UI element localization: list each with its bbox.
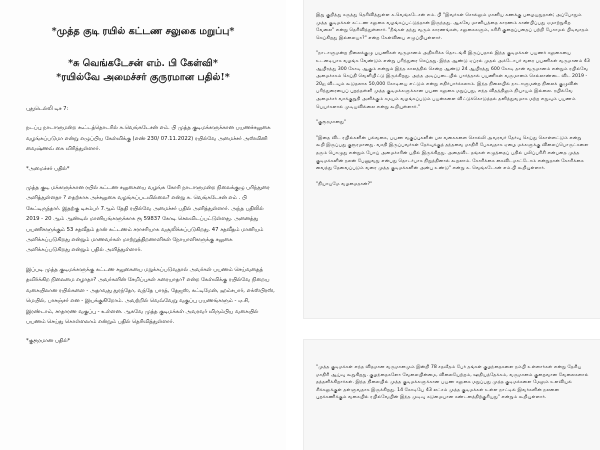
paragraph: முத்த குடி மக்களுக்கான ரயில் கட்டண சலுகையை வழங்க கோரி நாடாளுமன்ற நிலைக்குழு பரிந்துரை அளித்துள்ளதா ? எதற்காக அச்சலுகை வழங்கப்படவில்லை? என்று சு. வெங்கடேசன் எம் . பி கேட்டிருந்தார். இதற்கு டிசம்பர் 7ஆம் தேதி ரயில்வே அமைச்சர் பதில் அளித்துள்ளார். அந்த பதிலில் 2019 - 20 ஆம் ஆண்டில் மானியங்களுக்காக ரூ 59837 கோடி செலவிடப்பட்டுள்ளது. அனைத்து பயணிகளுக்கும் 53 சதவீதம் தான் கட்டணம் சராசரியாக வசூலிக்கப்படுகிறது. 47 சதவீதம் மானியம் அளிக்கப்படுகிறது என்றும் மாணவர்கள் மாற்றுத்திறனாளிகள் நோயாளிகளுக்கு சலுகை அளிக்கப்படுகிறது என்றும் பதில் அளித்துள்ளார்.	[26, 185, 270, 254]
section-heading: *அமைச்சர் பதில்*	[26, 165, 70, 172]
headline-2: *சு வெங்கடேசன் எம். பி கேள்வி*	[68, 58, 218, 69]
right-bottom-body	[316, 364, 590, 402]
right-document-page-bottom	[304, 340, 600, 450]
headline-3: *ரயில்வே அமைச்சர் குருரமான பதில்!*	[56, 72, 230, 83]
paragraph: இது குறித்து கருத்து தெரிவித்துள்ள சு.வெங்கடேசன் எம். பி "இவர்கள் சொல்லும் மானிய கணக்கு பழையதுதான்; அப்போதும் முத்த குடிமக்கள் கட்டண சலுகை வழங்கப்பட்டுத்தான் இருந்தது. ஆகவே மானியத்தை காரணம் காண்பிப்பது ஏமாற்றுகிற வேலை" என்று தெரிவித்துள்ளார். "நீங்கள் தந்து வரும் காரணங்கள், சலுகைகளும், கரிசி குறைப்பதைப் பற்றி பேசாமல் பிடிவாதம் செய்கிறது இல்லையா?" என்ற கேள்வியை எழுப்பியுள்ளார்.	[316, 13, 589, 41]
section-heading: "குரூரமானது"	[316, 120, 347, 126]
left-page-body	[26, 104, 276, 356]
paragraph: "முத்த குடிமக்கள் எந்த விதமான வருமானமும் இன்றி 78 சதவீதம் பேர் தங்கள் குழந்தைகளை நம்பி உள்ளார்கள் என்று தேசிய மாதிரி ஆய்வு கூறுகிறது. குழந்தைகளோ வேலையின்மை, விலையேற்றம், ஊதியத்தேக்கம், வருமானம் குறைவான வேலைகளால் தத்தளிக்கிறார்கள். இந்த நிலையில் முத்த குடிமக்களுக்கான பயண சலுகை மறுப்பது முத்த குடிமக்களை மேலும் உளவியல் சிக்கலுக்குள் தள்ளுவதாக இருக்கிறது. 14 கோடியே 43 லட்சம் முத்த குடிமக்கள் உள்ள நாட்டில் இவர்களின் நலனை புறக்கணிக்கும் வகையில் ரயில்வேயின் இந்த முடிவு கடுமையான கண்டனத்திற்குரியது" என்றும் கூறியுள்ளார்.	[316, 365, 589, 401]
section-heading: *குரூரமான பதில்*	[26, 338, 71, 345]
headline-1: *முத்த குடி ரயில் கட்டண சலுகை மறுப்பு*	[51, 26, 235, 37]
section-heading: "நியாயமே வழமைதான்?"	[316, 181, 373, 187]
left-document-page	[0, 0, 286, 450]
paragraph: "இதை விட ரயில்களின் பல்வகை, பயண வகுப்புகளின் பல வகைகளை சொல்லி அவரவர் தேர்வு செய்து கொள்ளட்டும் என்று கூறி இருப்பது குரூரமானது. வசதி இருப்பவர்கள் தேர்வுக்குத் தந்தவை மாதிரி பேசுவதாக ஏழை மக்களுக்கு விலைப்பொருட்களை தரும் பொழுது என்றும் போய் அமைச்சரின் பதில் இருக்கிறது. அதைவிட தங்கள் எழுத்தைப் பதில் பலிப்பரிசி என்பதை முத்த குடிமக்களின் நலன் பேணுவது என்பது தொடர்பாக நிறுத்தினால் கூறலாம். கோரிக்கை கைவிடமாட்டோம் என்றுதான் கோரிக்கை வைத்து தேவைப்படும் வரை முத்த குடிமக்களின் அன்பு உண்டு" என்று சு. வெங்கடேசன் எம்.பி கூறியுள்ளார்.	[316, 135, 589, 172]
paragraph: இப்படி முத்த குடிமக்களுக்கு கட்டண சலுகையை மறுக்கப்படுவதால் அவர்கள் பயணம் செய்வதைத் தவிர்க்கிற நிலைமை எழாதா? அவர்களின் சேமிப்புகள் கரையாதா? என்ற கேள்விக்கு ரயில்வே நிறைய வகையிலான ரயில்களை - அதாவது துரந்தோ, வந்தே பாரத், தேஜஸ், கட்டிமேன், ஹம்சபார், எக்ஸ்பிரஸ், மெயில், பாசஞ்சர் என - இயக்குகிறோம். அவற்றில் வெவ்வேறு வகுப்பு பயணங்களும் - ஏ.சி, இரண்டாம், சாதாரண வகுப்பு - உள்ளன. ஆகவே முத்த குடிமக்கள் அவரவர் விரும்பிய வகையில் பயணம் செய்து கொள்ளலாம் என்றும் பதில் தெரிவித்துள்ளார்.	[26, 266, 275, 325]
right-page-body	[316, 12, 590, 196]
paragraph: "நாடாளுமன்ற நிலைக்குழு பயணிகள் வருமானம் அதிகரிக்க தொடங்கி இருப்பதால் இந்த குடிமக்கள் பயணச் சலுகையை உடனடியாக வழங்க வேண்டும் என்று பரிந்துரை செய்தது. இந்த ஆண்டு ஏப்ரல் முதல் அக்டோபர் வரை பயணிகள் வருமானம் 43 ஆயிரத்து 300 கோடி ஆகும் என்றும் இந்த காலத்தில் சென்ற ஆண்டு 24 ஆயிரத்து 600 கோடி தான் வருமானம் என்றும் ரயில்வே அமைச்சகம் செய்தி வெளியிட்டு இருக்கிறது. அந்த அடிப்படையில் பார்த்தால் பயணிகள் வருமானம் செல்லாண்டை விட 2019 - 20ஐ விடவும் கூடுதலாக 50,000 கோடியை எட்டும் என்று எதிர்பார்க்கலாம். இந்த நிலையில் நாடாளுமன்ற நிலைக் குழுவின் பரிந்துரையைப் புறந்தள்ளி முத்த குடிமக்களுக்கான பயண சலுகை மறுப்பது, எந்த விதத்திலும் நியாயம் இல்லை. ரயில்வே அமைச்சர் வாக்குறுதி அளிக்கும் சமயம் வழங்கப்படும் பயன்களை விட்டுக்கொடுத்தல் தனித்துவமாக மற்ற எதுவும் பயணம் பெயர்களால் முடியவில்லை என்று கூறியுள்ளார்."	[316, 51, 590, 110]
right-document-page-top	[304, 0, 600, 318]
paragraph: நடப்பு நாடாளுமன்ற கூட்டத்தொடரில் சு.வெங்கடேசன் எம். பி முத்த குடிமக்களுக்கான பயணச்சலுகை வழங்கப்படுமா என்று எழுப்பிய கேள்விக்கு (எண் 230/ 07.11.2022) ரயில்வே அமைச்சர் அஸ்வினி வைஷ்ணவ் கை விரித்துள்ளார்.	[26, 125, 271, 153]
dateline: புதுடெல்லி டிச 7:	[26, 106, 69, 112]
